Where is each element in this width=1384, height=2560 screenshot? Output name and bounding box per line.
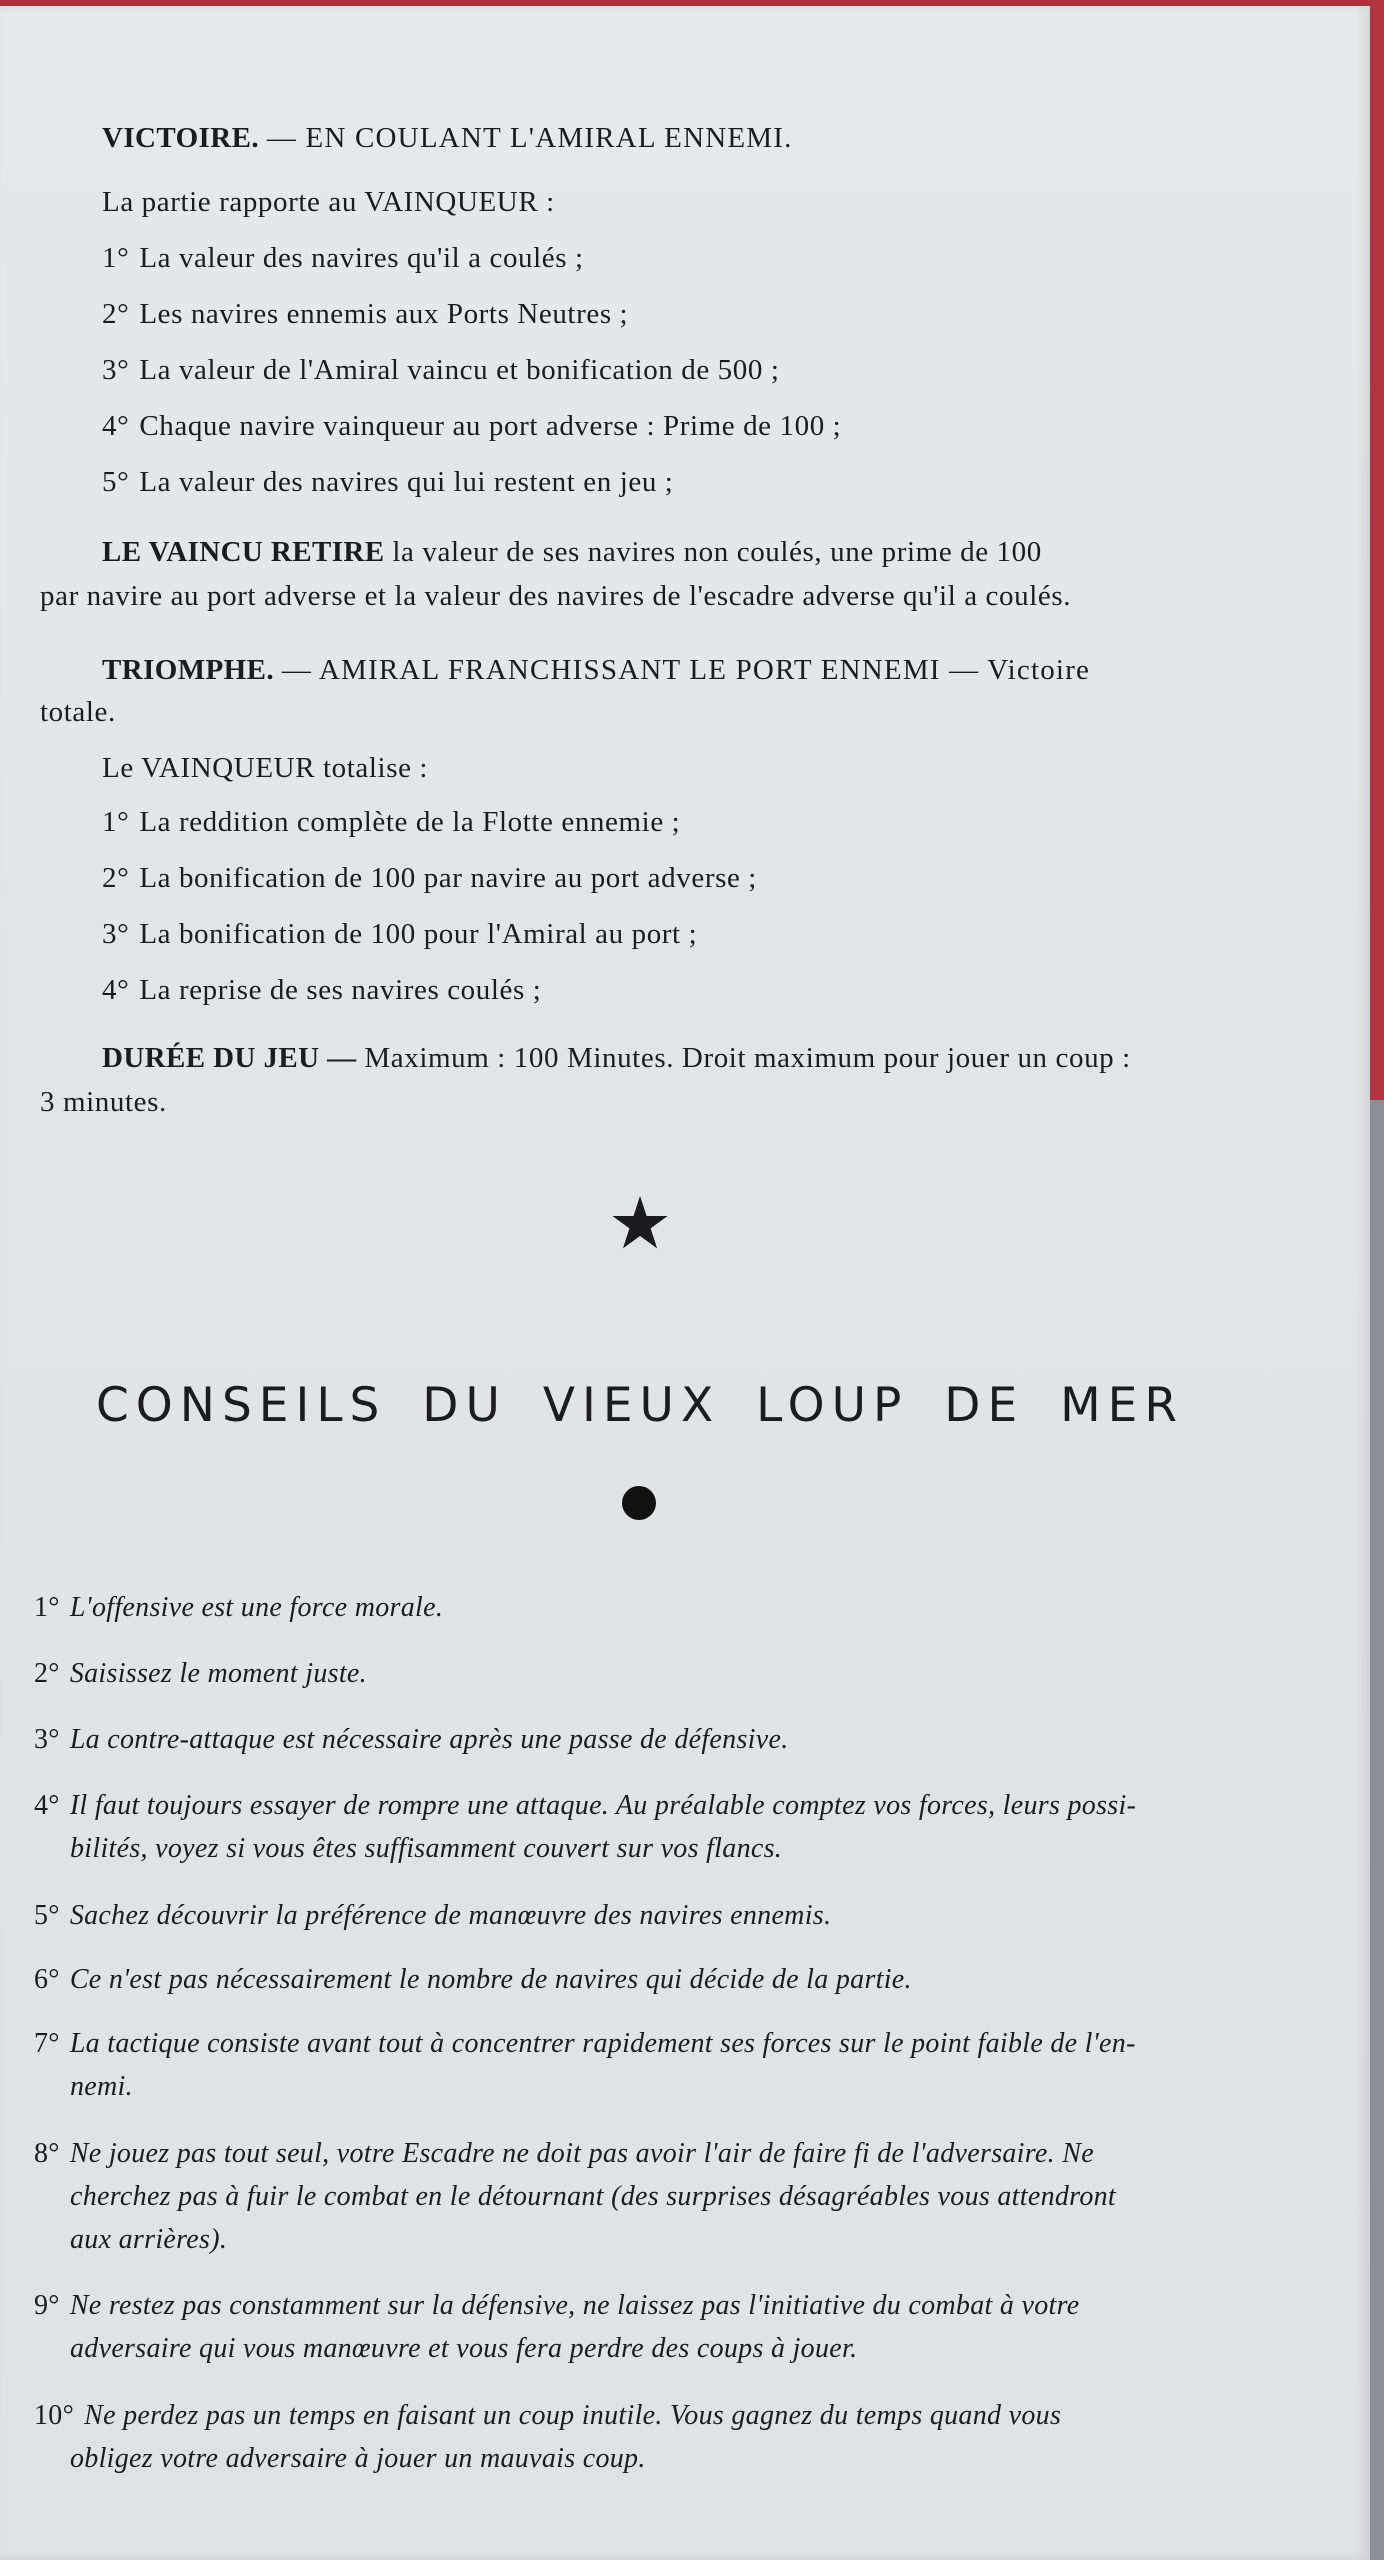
victoire-item [102, 354, 780, 387]
conseil-item [34, 1958, 1244, 2001]
item-text-cont: adversaire qui vous manœuvre et vous fera perdre des coups à jouer. [70, 2333, 858, 2364]
triomphe-item [102, 974, 541, 1007]
bullet-dot-icon [622, 1486, 656, 1520]
conseil-item [34, 2132, 1244, 2261]
victoire-item [102, 298, 628, 331]
item-text: La reprise de ses navires coulés ; [139, 974, 542, 1006]
item-text-cont: cherchez pas à fuir le combat en le détournant (des surprises désagréables vous attendront [70, 2181, 1117, 2212]
item-number: 5° [34, 1900, 60, 1931]
item-number: 2° [34, 1658, 60, 1689]
victoire-heading [102, 122, 793, 155]
item-text: Les navires ennemis aux Ports Neutres ; [139, 298, 629, 330]
item-text: L'offensive est une force morale. [69, 1592, 444, 1623]
item-number: 4° [102, 410, 130, 442]
item-text: La contre-attaque est nécessaire après une passe de défensive. [69, 1724, 789, 1755]
item-number: 2° [102, 862, 130, 894]
item-text: Il faut toujours essayer de rompre une attaque. Au préalable comptez vos forces, leurs possi- [69, 1790, 1137, 1821]
triomphe-item [102, 806, 680, 839]
item-text-cont: bilités, voyez si vous êtes suffisamment couvert sur vos flancs. [70, 1833, 783, 1864]
item-text: La valeur des navires qu'il a coulés ; [139, 242, 584, 274]
item-number: 2° [102, 298, 130, 330]
triomphe-title: TRIOMPHE. [102, 654, 274, 686]
item-number: 8° [34, 2138, 60, 2169]
item-number: 1° [34, 1592, 60, 1623]
item-text: Sachez découvrir la préférence de manœuvre des navires ennemis. [69, 1900, 832, 1931]
item-text: Ne restez pas constamment sur la défensive, ne laissez pas l'initiative du combat à votre [69, 2290, 1080, 2321]
conseil-item [34, 1718, 1244, 1761]
victoire-title: VICTOIRE. [102, 122, 259, 154]
item-text: La reddition complète de la Flotte ennemie ; [139, 806, 681, 838]
item-text: Chaque navire vainqueur au port adverse : Prime de 100 ; [139, 410, 842, 442]
duree-text: Maximum : 100 Minutes. Droit maximum pour jouer un coup : [364, 1042, 1131, 1074]
item-number: 4° [34, 1790, 60, 1821]
item-text: Ne perdez pas un temps en faisant un coup inutile. Vous gagnez du temps quand vous [84, 2400, 1062, 2431]
item-text: La tactique consiste avant tout à concentrer rapidement ses forces sur le point faible de l'en- [69, 2028, 1136, 2059]
conseil-item [34, 2394, 1244, 2480]
triomphe-subtitle-cont: totale. [40, 696, 116, 728]
conseil-item [34, 2284, 1244, 2370]
item-number: 10° [34, 2400, 75, 2431]
item-text: La valeur des navires qui lui restent en jeu ; [139, 466, 674, 498]
item-text: La valeur de l'Amiral vaincu et bonification de 500 ; [139, 354, 780, 386]
item-number: 5° [102, 466, 130, 498]
item-text: Ne jouez pas tout seul, votre Escadre ne doit pas avoir l'air de faire fi de l'adversaire. Ne [69, 2138, 1094, 2169]
document-page [0, 6, 1370, 2560]
item-number: 3° [102, 918, 130, 950]
triomphe-intro: Le VAINQUEUR totalise : [102, 752, 429, 784]
conseils-heading: CONSEILS DU VIEUX LOUP DE MER [95, 1378, 1185, 1433]
victoire-intro: La partie rapporte au VAINQUEUR : [102, 186, 555, 218]
item-text-cont: aux arrières). [70, 2224, 228, 2255]
triomphe-heading [102, 654, 1090, 687]
triomphe-item [102, 918, 697, 951]
victoire-item [102, 466, 673, 499]
item-text: La bonification de 100 pour l'Amiral au port ; [139, 918, 698, 950]
conseil-item [34, 1586, 1244, 1629]
item-number: 7° [34, 2028, 60, 2059]
item-number: 4° [102, 974, 130, 1006]
duree-line-1 [102, 1042, 1131, 1075]
item-number: 6° [34, 1964, 60, 1995]
page-right-edge [1370, 0, 1384, 1100]
item-text-cont: nemi. [70, 2071, 133, 2102]
vaincu-title: LE VAINCU RETIRE [102, 536, 385, 568]
item-number: 1° [102, 242, 130, 274]
item-number: 3° [102, 354, 130, 386]
victoire-item [102, 242, 584, 275]
triomphe-subtitle: — AMIRAL FRANCHISSANT LE PORT ENNEMI — Victoire [281, 654, 1091, 686]
vaincu-text: la valeur de ses navires non coulés, une prime de 100 [392, 536, 1042, 568]
item-text: Saisissez le moment juste. [69, 1658, 367, 1689]
item-text: La bonification de 100 par navire au port adverse ; [139, 862, 757, 894]
item-number: 3° [34, 1724, 60, 1755]
item-text-cont: obligez votre adversaire à jouer un mauvais coup. [70, 2443, 646, 2474]
vaincu-line-1 [102, 536, 1042, 569]
star-icon: ★ [607, 1181, 673, 1265]
duree-line-2: 3 minutes. [40, 1086, 167, 1118]
conseil-item [34, 2022, 1244, 2108]
item-number: 9° [34, 2290, 60, 2321]
item-number: 1° [102, 806, 130, 838]
item-text: Ce n'est pas nécessairement le nombre de navires qui décide de la partie. [69, 1964, 912, 1995]
vaincu-line-2: par navire au port adverse et la valeur des navires de l'escadre adverse qu'il a coulés. [40, 580, 1072, 612]
victoire-item [102, 410, 841, 443]
conseil-item [34, 1652, 1244, 1695]
duree-title: DURÉE DU JEU — [102, 1042, 357, 1074]
triomphe-item [102, 862, 757, 895]
conseil-item [34, 1894, 1244, 1937]
conseil-item [34, 1784, 1244, 1870]
victoire-subtitle: — EN COULANT L'AMIRAL ENNEMI. [266, 122, 793, 154]
